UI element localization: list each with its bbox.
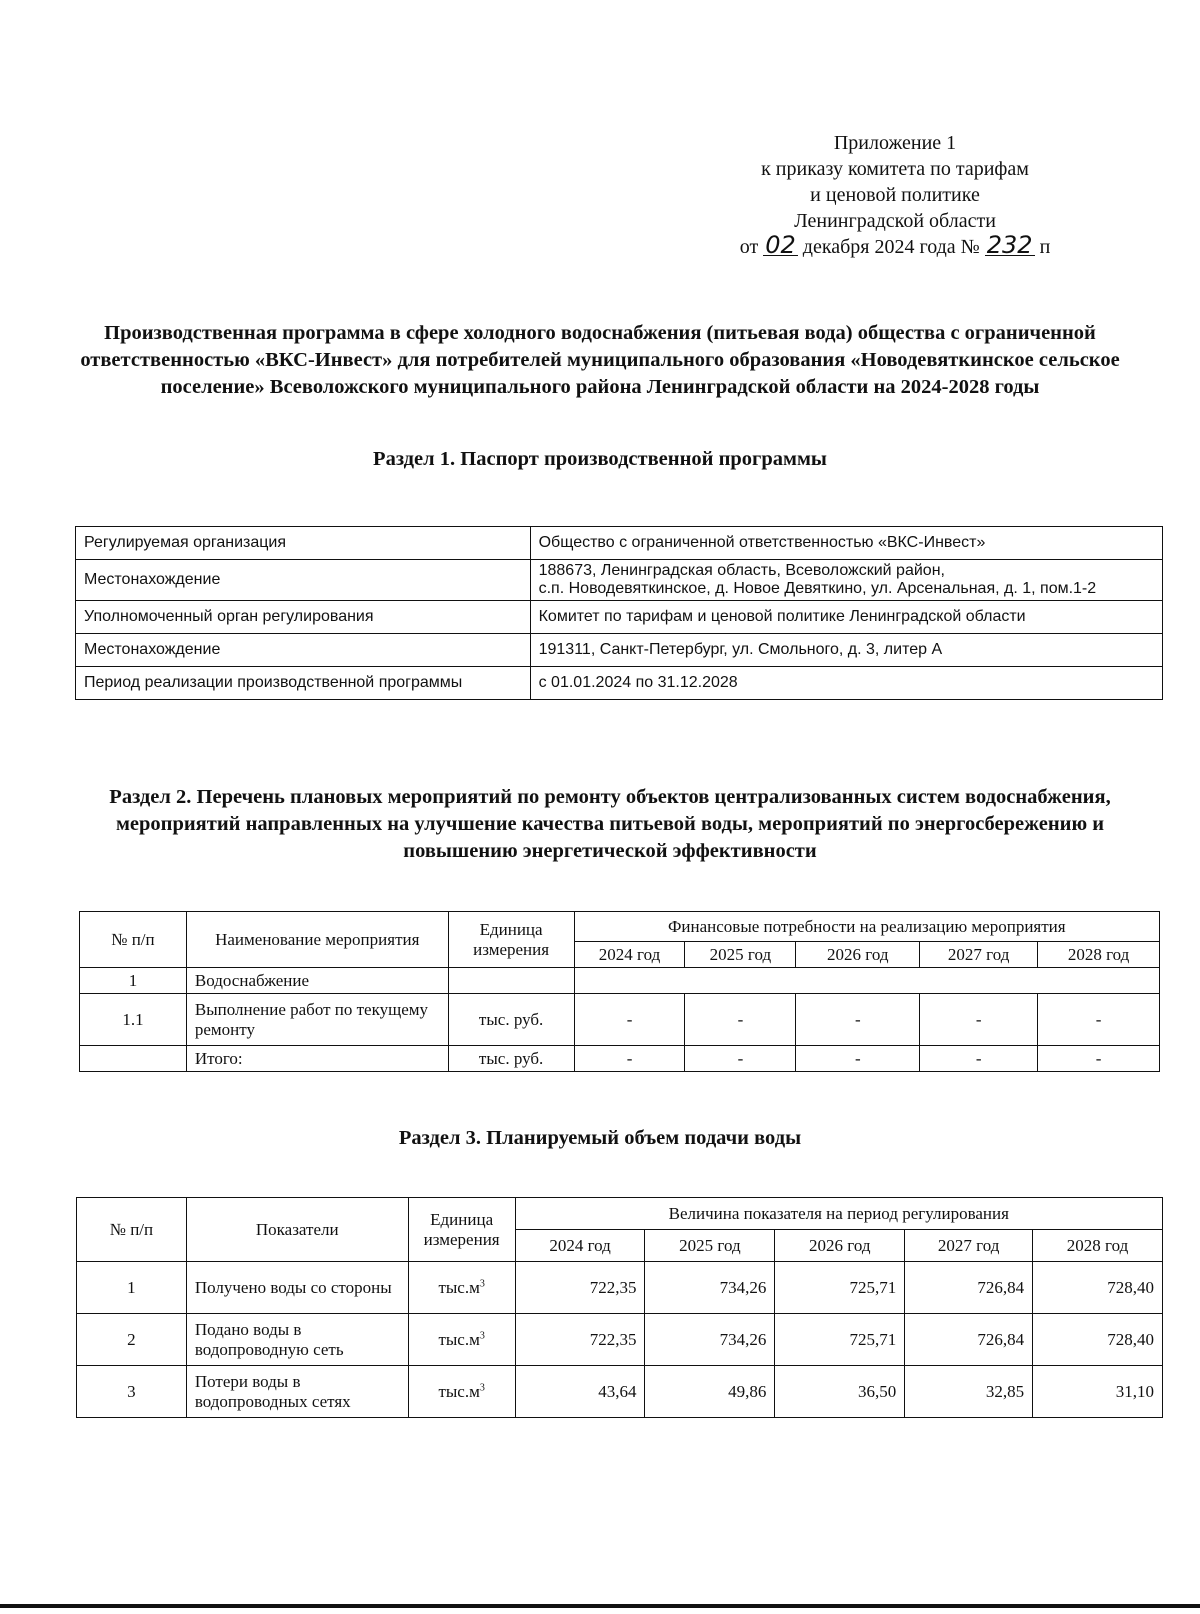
table-row: [76, 527, 1163, 560]
passport-table: [75, 526, 1163, 700]
volume-value: 43,64: [515, 1366, 645, 1418]
activities-col-group: Финансовые потребности на реализацию мероприятия: [574, 912, 1159, 942]
table-row: [80, 994, 1160, 1046]
activity-value: -: [796, 994, 920, 1046]
volume-col-num: № п/п: [77, 1198, 187, 1262]
table-row: [77, 1262, 1163, 1314]
activity-value: -: [1038, 1046, 1160, 1072]
volume-value: 734,26: [645, 1314, 775, 1366]
table-row: [80, 1046, 1160, 1072]
volume-value: 32,85: [905, 1366, 1033, 1418]
activities-col-num: № п/п: [80, 912, 187, 968]
activity-unit: тыс. руб.: [448, 1046, 574, 1072]
document-title: Производственная программа в сфере холодного водоснабжения (питьевая вода) общества с ограниченной ответственностью «ВКС-Инвест» для потребителей муниципального образования «Новодевяткинское сельское поселение» Всеволожского муниципального района Ленинградской области на 2024-2028 годы: [80, 322, 1120, 398]
table-row: [76, 634, 1163, 667]
table-row: [80, 968, 1160, 994]
passport-label: Период реализации производственной программы: [76, 667, 531, 700]
activity-empty-span: [574, 968, 1159, 994]
volume-value: 722,35: [515, 1262, 645, 1314]
activity-num: [80, 1046, 187, 1072]
appendix-header: [720, 130, 1070, 260]
volume-value: 31,10: [1033, 1366, 1163, 1418]
volume-year-header: 2028 год: [1033, 1230, 1163, 1262]
water-volume-table: [76, 1197, 1163, 1418]
appendix-line-3: и ценовой политике: [810, 184, 980, 206]
volume-num: 3: [77, 1366, 187, 1418]
volume-value: 728,40: [1033, 1314, 1163, 1366]
order-suffix: п: [1039, 236, 1051, 258]
activity-value: -: [574, 994, 685, 1046]
appendix-line-2: к приказу комитета по тарифам: [761, 158, 1029, 180]
section3-heading: Раздел 3. Планируемый объем подачи воды: [398, 1127, 802, 1149]
volume-value: 722,35: [515, 1314, 645, 1366]
activity-num: 1.1: [80, 994, 187, 1046]
volume-unit-exponent: 3: [479, 1381, 485, 1393]
passport-value: Общество с ограниченной ответственностью «ВКС-Инвест»: [530, 527, 1162, 560]
volume-value: 49,86: [645, 1366, 775, 1418]
activity-unit: тыс. руб.: [448, 994, 574, 1046]
table-row: [77, 1314, 1163, 1366]
volume-num: 1: [77, 1262, 187, 1314]
activity-num: 1: [80, 968, 187, 994]
volume-year-header: 2024 год: [515, 1230, 645, 1262]
activities-table: [79, 911, 1160, 1072]
passport-label: Регулируемая организация: [76, 527, 531, 560]
volume-col-unit: Единица измерения: [408, 1198, 515, 1262]
table-row: [76, 560, 1163, 601]
volume-value: 728,40: [1033, 1262, 1163, 1314]
volume-col-name: Показатели: [186, 1198, 408, 1262]
volume-unit-exponent: 3: [479, 1329, 485, 1341]
passport-value: Комитет по тарифам и ценовой политике Ленинградской области: [530, 601, 1162, 634]
volume-name: Подано воды в водопроводную сеть: [186, 1314, 408, 1366]
volume-year-header: 2025 год: [645, 1230, 775, 1262]
table-row: [77, 1366, 1163, 1418]
volume-value: 726,84: [905, 1262, 1033, 1314]
activity-unit: [448, 968, 574, 994]
appendix-line-4: Ленинградской области: [794, 210, 996, 232]
table-row: [76, 667, 1163, 700]
activity-value: -: [920, 1046, 1038, 1072]
scan-bottom-edge: [0, 1604, 1200, 1608]
passport-label: Уполномоченный орган регулирования: [76, 601, 531, 634]
activity-value: -: [574, 1046, 685, 1072]
activity-value: -: [1038, 994, 1160, 1046]
table-row: [76, 601, 1163, 634]
volume-unit-base: тыс.м: [438, 1277, 480, 1297]
volume-unit-base: тыс.м: [438, 1329, 480, 1349]
handwritten-day: 02: [765, 231, 796, 259]
activities-year-header: 2024 год: [574, 942, 685, 968]
activity-value: -: [796, 1046, 920, 1072]
volume-value: 36,50: [775, 1366, 905, 1418]
order-prefix: от: [739, 236, 759, 258]
order-date-line: [720, 231, 1070, 260]
volume-value: 734,26: [645, 1262, 775, 1314]
activity-name: Итого:: [186, 1046, 448, 1072]
section1-heading: Раздел 1. Паспорт производственной программы: [373, 448, 827, 470]
volume-value: 725,71: [775, 1262, 905, 1314]
volume-col-group: Величина показателя на период регулирования: [515, 1198, 1162, 1230]
volume-unit-exponent: 3: [479, 1277, 485, 1289]
activities-year-header: 2025 год: [685, 942, 796, 968]
passport-label: Местонахождение: [76, 560, 531, 601]
passport-value: с 01.01.2024 по 31.12.2028: [530, 667, 1162, 700]
activities-year-header: 2028 год: [1038, 942, 1160, 968]
section2-heading: Раздел 2. Перечень плановых мероприятий по ремонту объектов централизованных систем водоснабжения, мероприятий направленных на улучшение качества питьевой воды, мероприятий по энергосбережению и повышению энергетической эффективности: [109, 786, 1111, 862]
passport-label: Местонахождение: [76, 634, 531, 667]
volume-unit: [408, 1366, 515, 1418]
volume-year-header: 2026 год: [775, 1230, 905, 1262]
activity-name: Водоснабжение: [186, 968, 448, 994]
appendix-line-1: Приложение 1: [833, 132, 957, 154]
activity-value: -: [920, 994, 1038, 1046]
volume-value: 725,71: [775, 1314, 905, 1366]
order-middle: декабря 2024 года №: [802, 236, 980, 258]
activities-year-header: 2027 год: [920, 942, 1038, 968]
volume-unit: [408, 1314, 515, 1366]
volume-num: 2: [77, 1314, 187, 1366]
activity-value: -: [685, 1046, 796, 1072]
volume-value: 726,84: [905, 1314, 1033, 1366]
activities-year-header: 2026 год: [796, 942, 920, 968]
passport-value: 191311, Санкт-Петербург, ул. Смольного, д. 3, литер А: [530, 634, 1162, 667]
handwritten-number: 232: [986, 231, 1033, 259]
volume-year-header: 2027 год: [905, 1230, 1033, 1262]
passport-value: 188673, Ленинградская область, Всеволожский район, с.п. Новодевяткинское, д. Новое Девяткино, ул. Арсенальная, д. 1, пом.1-2: [530, 560, 1162, 601]
activity-value: -: [685, 994, 796, 1046]
volume-name: Получено воды со стороны: [186, 1262, 408, 1314]
activities-col-unit: Единица измерения: [448, 912, 574, 968]
volume-unit-base: тыс.м: [438, 1381, 480, 1401]
activity-name: Выполнение работ по текущему ремонту: [186, 994, 448, 1046]
volume-name: Потери воды в водопроводных сетях: [186, 1366, 408, 1418]
volume-unit: [408, 1262, 515, 1314]
activities-col-name: Наименование мероприятия: [186, 912, 448, 968]
